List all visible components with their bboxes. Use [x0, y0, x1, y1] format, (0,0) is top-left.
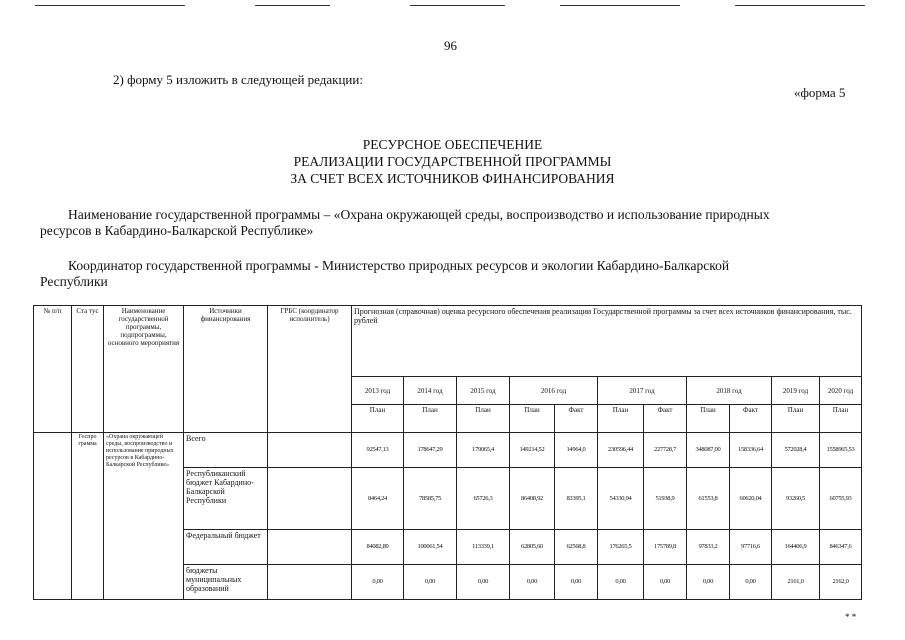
intro-text: 2) форму 5 изложить в следующей редакции: [113, 72, 363, 87]
table-cell: 86408,92 [510, 468, 555, 530]
top-rule [560, 5, 680, 6]
table-cell: 78585,75 [404, 468, 457, 530]
table-cell: 846347,6 [820, 530, 862, 565]
table-cell: 0,00 [598, 565, 644, 600]
table-cell: 164406,9 [772, 530, 820, 565]
year-2015: 2015 год [457, 377, 510, 405]
table-cell: 54330,94 [598, 468, 644, 530]
table-cell: 0,00 [644, 565, 687, 600]
sub-plan: План [772, 405, 820, 433]
table-cell: 0,00 [510, 565, 555, 600]
scan-marks: * * [845, 612, 857, 622]
top-rule [410, 5, 505, 6]
table-cell: 51938,9 [644, 468, 687, 530]
header-name: Наименование государственной программы, подпрограммы, основного мероприятия [104, 306, 184, 433]
program-name-line-2: ресурсов в Кабардино-Балкарской Республике» [40, 223, 314, 238]
year-2016: 2016 год [510, 377, 598, 405]
table-cell: 14964,0 [555, 433, 598, 468]
table-cell: 92547,13 [352, 433, 404, 468]
document-title-line-2: РЕАЛИЗАЦИИ ГОСУДАРСТВЕННОЙ ПРОГРАММЫ [293, 154, 612, 169]
table-cell: 113339,1 [457, 530, 510, 565]
year-2019: 2019 год [772, 377, 820, 405]
year-2014: 2014 год [404, 377, 457, 405]
sub-plan: План [820, 405, 862, 433]
sub-fact: Факт [555, 405, 598, 433]
resource-table [33, 305, 862, 600]
table-cell: 230596,44 [598, 433, 644, 468]
table-cell: 84082,89 [352, 530, 404, 565]
document-title-line-1: РЕСУРСНОЕ ОБЕСПЕЧЕНИЕ [362, 137, 543, 152]
document-title-line-3: ЗА СЧЕТ ВСЕХ ИСТОЧНИКОВ ФИНАНСИРОВАНИЯ [290, 171, 615, 186]
sub-plan: План [687, 405, 730, 433]
year-2020: 2020 год [820, 377, 862, 405]
row-source: бюджеты муниципальных образований [184, 565, 268, 600]
table-cell: 176265,5 [598, 530, 644, 565]
year-2018: 2018 год [687, 377, 772, 405]
table-cell: 61553,8 [687, 468, 730, 530]
table-cell: 227728,7 [644, 433, 687, 468]
table-cell: 97833,2 [687, 530, 730, 565]
row-program-name: «Охрана окружающей среды, воспроизводство и использование природных ресурсов в Кабардино-Балкарской Республике» [104, 433, 184, 600]
table-cell: 100061,54 [404, 530, 457, 565]
sub-plan: План [404, 405, 457, 433]
form-reference: «форма 5 [794, 85, 846, 100]
table-cell: 572028,4 [772, 433, 820, 468]
table-cell: 60620,04 [730, 468, 772, 530]
table-cell: 0,00 [457, 565, 510, 600]
sub-plan: План [457, 405, 510, 433]
row-source: Республиканский бюджет Кабардино-Балкарской Республики [184, 468, 268, 530]
table-cell: 62568,8 [555, 530, 598, 565]
sub-plan: План [510, 405, 555, 433]
table-cell: 179065,4 [457, 433, 510, 468]
top-rule [735, 5, 865, 6]
year-2017: 2017 год [598, 377, 687, 405]
sub-plan: План [598, 405, 644, 433]
row-grbs [268, 565, 352, 600]
sub-plan: План [352, 405, 404, 433]
top-rule [35, 5, 185, 6]
coordinator-line-2: Республики [40, 274, 108, 289]
table-cell: 175789,8 [644, 530, 687, 565]
table-cell: 2162,0 [820, 565, 862, 600]
table-cell: 60755,93 [820, 468, 862, 530]
top-rule [255, 5, 330, 6]
table-cell: 97716,6 [730, 530, 772, 565]
table-header-row [34, 306, 862, 377]
sub-fact: Факт [730, 405, 772, 433]
row-source: Всего [184, 433, 268, 468]
program-name-line-1: Наименование государственной программы – «Охрана окружающей среды, воспроизводство и использование природных [68, 207, 770, 222]
program-name-paragraph [40, 207, 865, 239]
header-forecast: Прогнозная (справочная) оценка ресурсного обеспечения реализации Государственной программы за счет всех источников финансирования, тыс. рублей [352, 306, 862, 377]
year-2013: 2013 год [352, 377, 404, 405]
row-status: Госпро грамма [72, 433, 104, 600]
row-num [34, 433, 72, 600]
table-cell: 0,00 [687, 565, 730, 600]
header-sources: Источники финансирования [184, 306, 268, 433]
table-row [34, 433, 862, 468]
header-grbs: ГРБС (координатор исполнитель) [268, 306, 352, 433]
table-cell: 62805,60 [510, 530, 555, 565]
table-cell: 93260,5 [772, 468, 820, 530]
table-cell: 158336,64 [730, 433, 772, 468]
table-cell: 348087,00 [687, 433, 730, 468]
table-cell: 0,00 [730, 565, 772, 600]
coordinator-line-1: Координатор государственной программы - Министерство природных ресурсов и экологии Кабардино-Балкарской [68, 258, 730, 273]
table-cell: 65726,3 [457, 468, 510, 530]
row-grbs [268, 530, 352, 565]
row-grbs [268, 468, 352, 530]
header-num: № п/п [34, 306, 72, 433]
table-cell: 0,00 [352, 565, 404, 600]
table-cell: 8464,24 [352, 468, 404, 530]
table-cell: 0,00 [404, 565, 457, 600]
header-status: Ста тус [72, 306, 104, 433]
row-source: Федеральный бюджет [184, 530, 268, 565]
table-cell: 149214,52 [510, 433, 555, 468]
table-cell: 1558965,53 [820, 433, 862, 468]
table-cell: 83395,1 [555, 468, 598, 530]
coordinator-paragraph [40, 258, 865, 290]
table-cell: 2161,0 [772, 565, 820, 600]
table-cell: 0,00 [555, 565, 598, 600]
sub-fact: Факт [644, 405, 687, 433]
row-grbs [268, 433, 352, 468]
table-cell: 178647,29 [404, 433, 457, 468]
page-number: 96 [444, 38, 457, 53]
